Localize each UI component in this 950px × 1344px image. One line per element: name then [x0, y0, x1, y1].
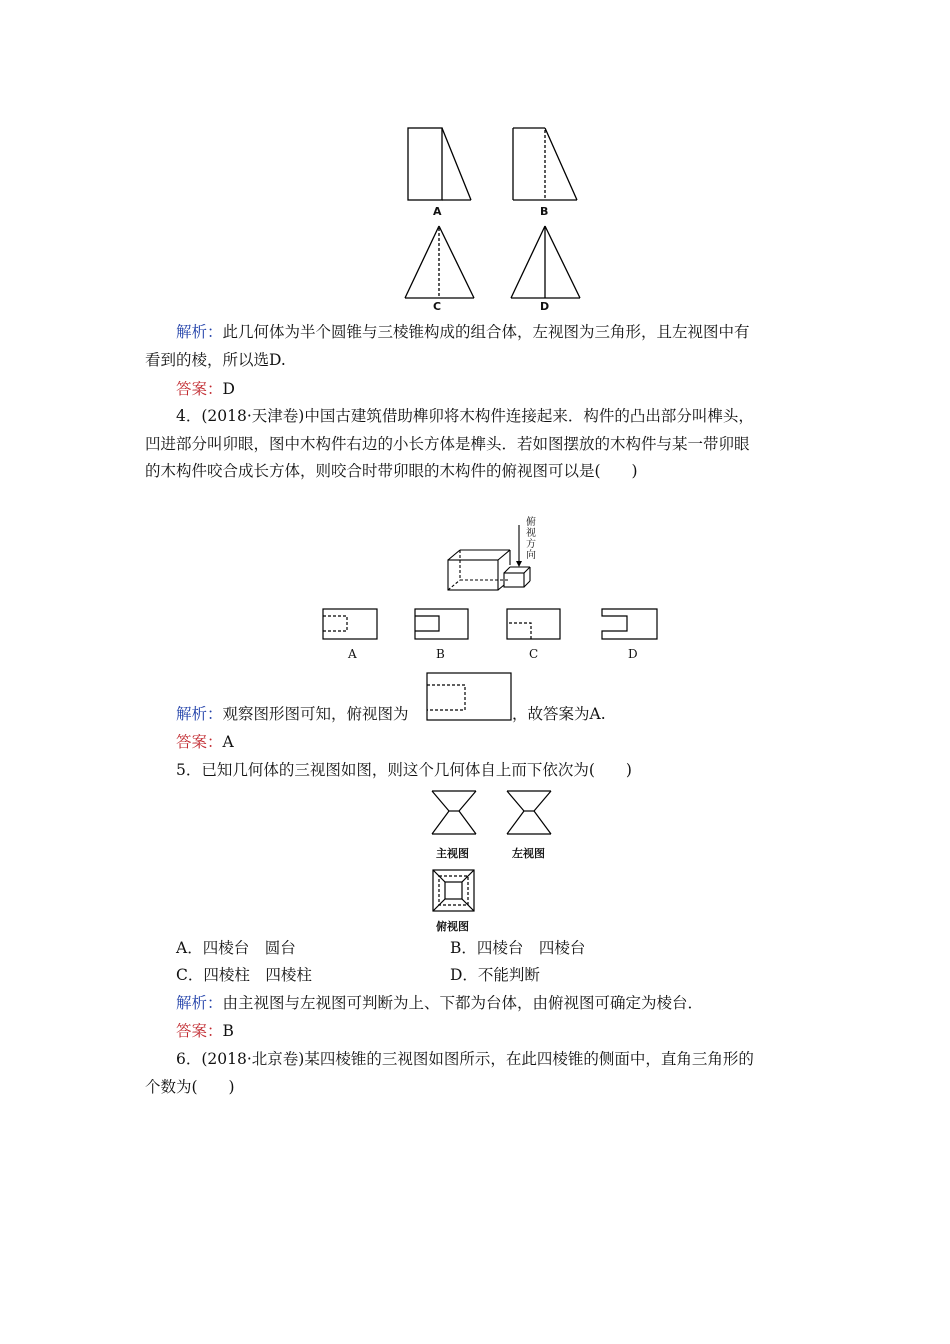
q3-analysis-line-2: 看到的棱，所以选D. — [145, 351, 286, 369]
q4-option-a-label: A — [348, 647, 357, 661]
q4-stem-line-2: 凹进部分叫卯眼，图中木构件右边的小长方体是榫头．若如图摆放的木构件与某一带卯眼 — [145, 435, 750, 453]
q4-option-c-label: C — [529, 647, 539, 661]
q5-analysis-label: 解析： — [176, 994, 223, 1012]
q5-analysis-text: 由主视图与左视图可判断为上、下都为台体，由俯视图可确定为棱台． — [222, 994, 704, 1012]
q4-analysis-text-after: ，故答案为A. — [512, 705, 606, 723]
q3-option-d-label: D — [540, 300, 550, 313]
q3-analysis-text-1: 此几何体为半个圆锥与三棱锥构成的组合体，左视图为三角形，且左视图中有 — [222, 323, 750, 341]
q4-direction-char-2: 视 — [526, 528, 536, 539]
q5-analysis — [176, 992, 703, 1014]
q5-option-d: D．不能判断 — [450, 966, 540, 984]
q4-stem-line-3: 的木构件咬合成长方体，则咬合时带卯眼的木构件的俯视图可以是( ) — [145, 462, 638, 480]
q3-option-d-shape — [511, 226, 580, 298]
q3-option-b-shape — [513, 128, 577, 200]
q5-front-view-label: 主视图 — [436, 847, 469, 860]
q4-answer-label: 答案： — [176, 733, 223, 751]
q4-stem-line-1: 4．(2018·天津卷)中国古建筑借助榫卯将木构件连接起来．构件的凸出部分叫榫头， — [176, 407, 754, 425]
q5-answer — [176, 1020, 234, 1042]
q4-analysis-inline-figure — [426, 671, 513, 723]
q4-answer — [176, 731, 234, 753]
q5-answer-value: B — [222, 1022, 234, 1040]
q5-option-b: B．四棱台 四棱台 — [450, 939, 586, 957]
q4-analysis-line — [176, 703, 409, 725]
q4-answer-value: A — [222, 733, 234, 751]
q5-side-view-shape — [507, 791, 551, 834]
q4-option-a-shape — [323, 609, 377, 639]
q3-option-c-label: C — [433, 300, 442, 313]
q5-front-view-shape — [432, 791, 476, 834]
q5-top-view-label: 俯视图 — [436, 920, 469, 933]
q6-stem-line-2: 个数为( ) — [145, 1078, 235, 1096]
q3-analysis-line-1 — [176, 321, 750, 343]
q4-analysis-label: 解析： — [176, 705, 223, 723]
q3-option-c-shape — [405, 226, 474, 298]
q3-option-a-label: A — [433, 205, 442, 218]
q4-analysis-text-before: 观察图形图可知，俯视图为 — [222, 705, 409, 723]
q4-option-d-label: D — [628, 647, 638, 661]
q3-answer-label: 答案： — [176, 380, 223, 398]
q6-stem-line-1: 6．(2018·北京卷)某四棱锥的三视图如图所示，在此四棱锥的侧面中，直角三角形的 — [176, 1050, 754, 1068]
q3-option-a-shape — [408, 128, 471, 200]
q4-option-c-shape — [507, 609, 560, 639]
q3-option-b-label: B — [540, 205, 549, 218]
q5-option-c: C．四棱柱 四棱柱 — [176, 966, 312, 984]
q5-side-view-label: 左视图 — [512, 847, 545, 860]
q3-answer-value: D — [222, 380, 235, 398]
q3-answer — [176, 378, 235, 400]
q4-option-d-shape — [602, 609, 657, 639]
q3-figure-options — [395, 120, 595, 315]
q4-option-figures — [318, 605, 663, 645]
q5-stem: 5．已知几何体的三视图如图，则这个几何体自上而下依次为( ) — [176, 761, 632, 779]
q4-option-b-shape — [415, 609, 468, 639]
q4-direction-char-4: 向 — [526, 550, 536, 561]
q5-top-view-shape — [433, 870, 474, 911]
q5-option-a: A．四棱台 圆台 — [176, 939, 296, 957]
q3-analysis-label: 解析： — [176, 323, 223, 341]
q4-direction-char-1: 俯 — [526, 517, 536, 528]
q4-direction-label — [526, 517, 538, 561]
q4-direction-char-3: 方 — [526, 539, 536, 550]
q5-answer-label: 答案： — [176, 1022, 223, 1040]
q4-option-b-label: B — [436, 647, 445, 661]
